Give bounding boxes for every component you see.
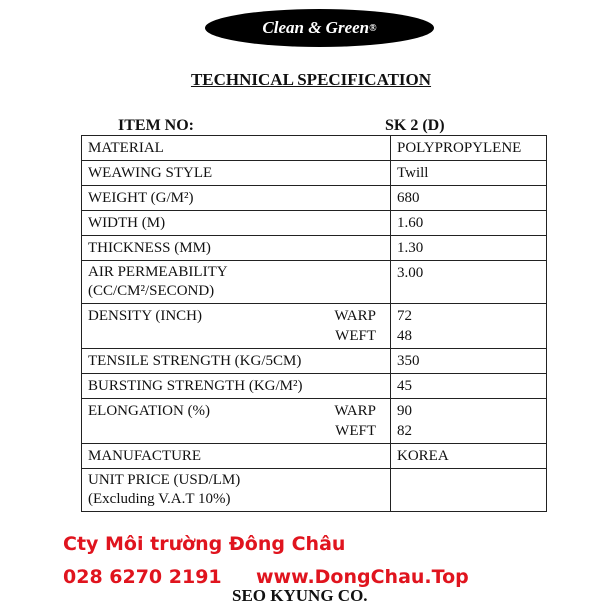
row-label: MATERIAL	[88, 140, 164, 156]
table-row	[82, 349, 547, 374]
row-value: 1.60	[397, 215, 424, 231]
row-value: Twill	[397, 165, 429, 181]
row-label: BURSTING STRENGTH (KG/M²)	[88, 378, 303, 394]
label-cell	[82, 186, 391, 211]
value-cell	[391, 186, 547, 211]
table-row	[82, 469, 547, 512]
label-cell	[82, 374, 391, 399]
label-cell	[82, 444, 391, 469]
company-phone: 028 6270 2191	[63, 566, 222, 588]
row-label: AIR PERMEABILITY	[88, 264, 228, 280]
row-value-2: 48	[397, 328, 412, 344]
value-cell	[391, 444, 547, 469]
row-label: ELONGATION (%)	[88, 403, 211, 419]
spec-table	[81, 135, 547, 512]
row-value: 90	[397, 403, 412, 419]
table-row	[82, 136, 547, 161]
table-row	[82, 444, 547, 469]
row-label: THICKNESS (MM)	[88, 240, 211, 256]
table-row	[82, 236, 547, 261]
row-label: WEIGHT (G/M²)	[88, 190, 194, 206]
row-value: 1.30	[397, 240, 424, 256]
logo-text: Clean & Green	[262, 18, 370, 37]
label-cell	[82, 304, 391, 349]
row-sub-label: WEFT	[335, 423, 376, 439]
item-no-value: SK 2 (D)	[385, 117, 445, 134]
table-row	[82, 186, 547, 211]
footer-company: SEO KYUNG CO.	[232, 586, 368, 605]
row-label: DENSITY (INCH)	[88, 308, 203, 324]
row-value: POLYPROPYLENE	[397, 140, 522, 156]
row-value: 680	[397, 190, 420, 206]
row-value: 72	[397, 308, 412, 324]
page-title: TECHNICAL SPECIFICATION	[190, 70, 432, 89]
table-row	[82, 304, 547, 349]
row-label: MANUFACTURE	[88, 448, 202, 464]
row-sub-label: WARP	[334, 403, 376, 419]
label-cell	[82, 349, 391, 374]
row-label: WIDTH (M)	[88, 215, 166, 231]
row-value: KOREA	[397, 448, 449, 464]
registered-mark: ®	[369, 22, 377, 34]
row-sub-label: WEFT	[335, 328, 376, 344]
value-cell	[391, 374, 547, 399]
label-cell	[82, 399, 391, 444]
label-cell	[82, 469, 391, 512]
company-name: Cty Môi trường Đông Châu	[63, 533, 346, 555]
label-cell	[82, 211, 391, 236]
label-cell	[82, 161, 391, 186]
clean-green-logo	[205, 9, 434, 47]
table-row	[82, 399, 547, 444]
value-cell	[391, 261, 547, 304]
item-no-label: ITEM NO:	[118, 117, 194, 134]
label-cell	[82, 236, 391, 261]
company-website[interactable]: www.DongChau.Top	[256, 566, 469, 588]
value-cell	[391, 399, 547, 444]
row-label: WEAWING STYLE	[88, 165, 213, 181]
value-cell	[391, 349, 547, 374]
value-cell	[391, 236, 547, 261]
label-cell	[82, 261, 391, 304]
value-cell	[391, 136, 547, 161]
value-cell	[391, 161, 547, 186]
row-label: UNIT PRICE (USD/LM)	[88, 472, 241, 488]
table-row	[82, 261, 547, 304]
row-value-2: 82	[397, 423, 412, 439]
label-cell	[82, 136, 391, 161]
table-row	[82, 374, 547, 399]
value-cell	[391, 211, 547, 236]
value-cell	[391, 304, 547, 349]
table-row	[82, 161, 547, 186]
row-label: TENSILE STRENGTH (KG/5CM)	[88, 353, 302, 369]
row-value: 350	[397, 353, 420, 369]
row-sub-label: WARP	[334, 308, 376, 324]
row-value: 3.00	[397, 265, 424, 281]
row-label-2: (CC/CM²/SECOND)	[88, 283, 215, 299]
table-row	[82, 211, 547, 236]
row-value: 45	[397, 378, 412, 394]
row-label-2: (Excluding V.A.T 10%)	[88, 491, 231, 507]
value-cell	[391, 469, 547, 512]
